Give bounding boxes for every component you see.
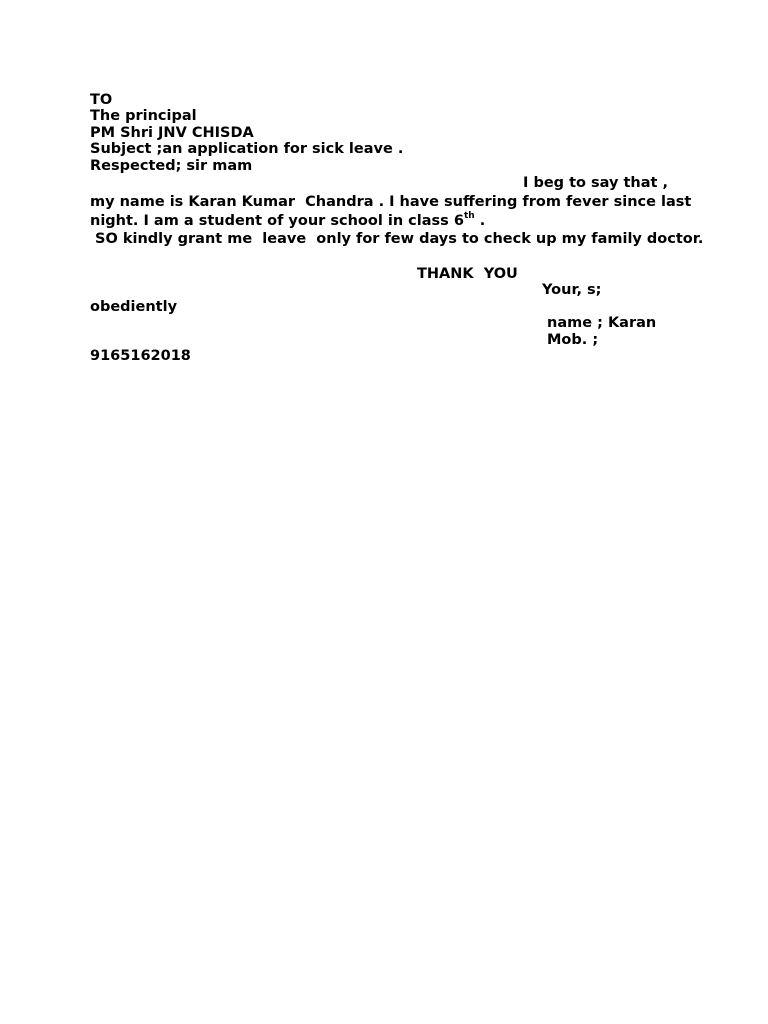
body-line-4: SO kindly grant me leave only for few days to check up my family doctor. bbox=[90, 231, 704, 247]
body-line-3-end: . bbox=[474, 213, 486, 229]
body-line-3-text: night. I am a student of your school in class 6 bbox=[90, 213, 464, 229]
closing-line-2: obediently bbox=[90, 299, 178, 315]
ordinal-superscript: th bbox=[463, 211, 475, 222]
signature-mob-label: Mob. ; bbox=[547, 332, 599, 348]
letter-salutation: Respected; sir mam bbox=[90, 158, 253, 174]
address-school: PM Shri JNV CHISDA bbox=[90, 125, 254, 141]
address-recipient: The principal bbox=[90, 108, 197, 124]
thank-you: THANK YOU bbox=[417, 266, 518, 282]
closing-line-1: Your, s; bbox=[542, 282, 602, 298]
signature-mob-number: 9165162018 bbox=[90, 348, 191, 364]
address-to: TO bbox=[90, 92, 113, 108]
letter-subject: Subject ;an application for sick leave . bbox=[90, 141, 404, 157]
signature-name: name ; Karan bbox=[547, 315, 657, 331]
body-line-1: I beg to say that , bbox=[523, 175, 669, 191]
body-line-2: my name is Karan Kumar Chandra . I have suffering from fever since last bbox=[90, 194, 692, 210]
body-line-3 bbox=[90, 213, 485, 230]
